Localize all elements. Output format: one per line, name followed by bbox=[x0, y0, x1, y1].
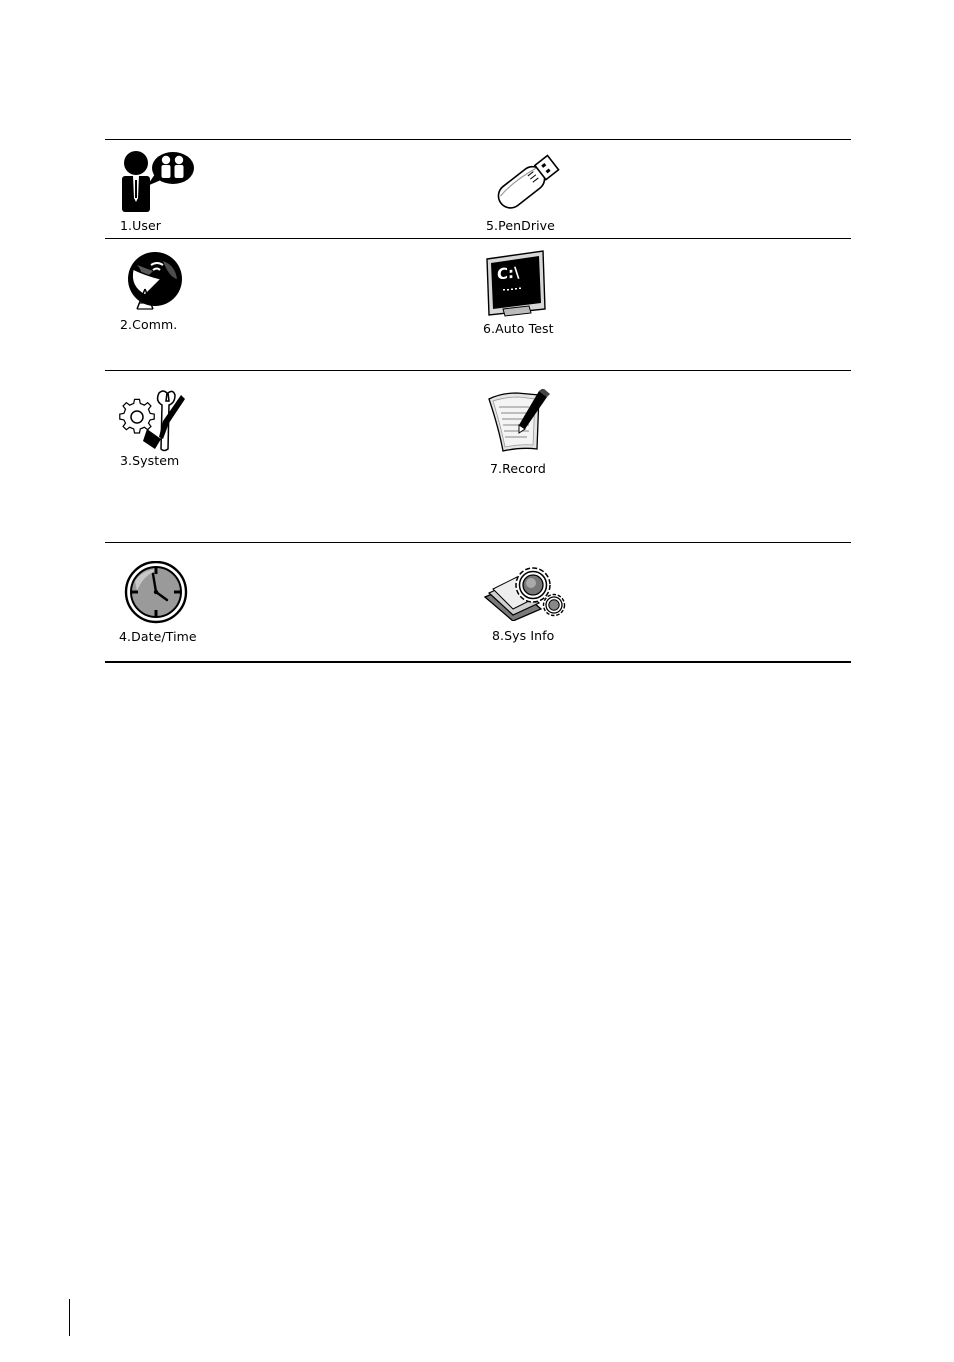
menu-row-3 bbox=[105, 370, 851, 542]
monitor-terminal-icon bbox=[483, 249, 555, 321]
menu-item-label: 8.Sys Info bbox=[492, 628, 555, 643]
menu-row-1 bbox=[105, 139, 851, 238]
menu-item-label: 7.Record bbox=[490, 461, 546, 476]
menu-item-label: 3.System bbox=[120, 453, 180, 468]
menu-item-label: 6.Auto Test bbox=[483, 321, 554, 336]
menu-row-4 bbox=[105, 542, 851, 663]
menu-item-label: 2.Comm. bbox=[120, 317, 178, 332]
page-margin-rule bbox=[69, 1299, 70, 1336]
terminal-prompt: C:\ bbox=[497, 263, 520, 284]
menu-item-label: 5.PenDrive bbox=[486, 218, 555, 233]
main-menu-grid bbox=[105, 139, 851, 663]
user-group-icon bbox=[117, 150, 197, 214]
gears-folder-icon bbox=[483, 563, 567, 621]
usb-drive-icon bbox=[485, 148, 565, 214]
gear-wrench-icon bbox=[119, 389, 189, 453]
clock-icon bbox=[123, 561, 189, 627]
menu-item-label: 4.Date/Time bbox=[119, 629, 197, 644]
menu-row-2 bbox=[105, 238, 851, 370]
menu-item-label: 1.User bbox=[120, 218, 162, 233]
satellite-dish-icon bbox=[123, 251, 185, 313]
document-pen-icon bbox=[487, 389, 557, 455]
